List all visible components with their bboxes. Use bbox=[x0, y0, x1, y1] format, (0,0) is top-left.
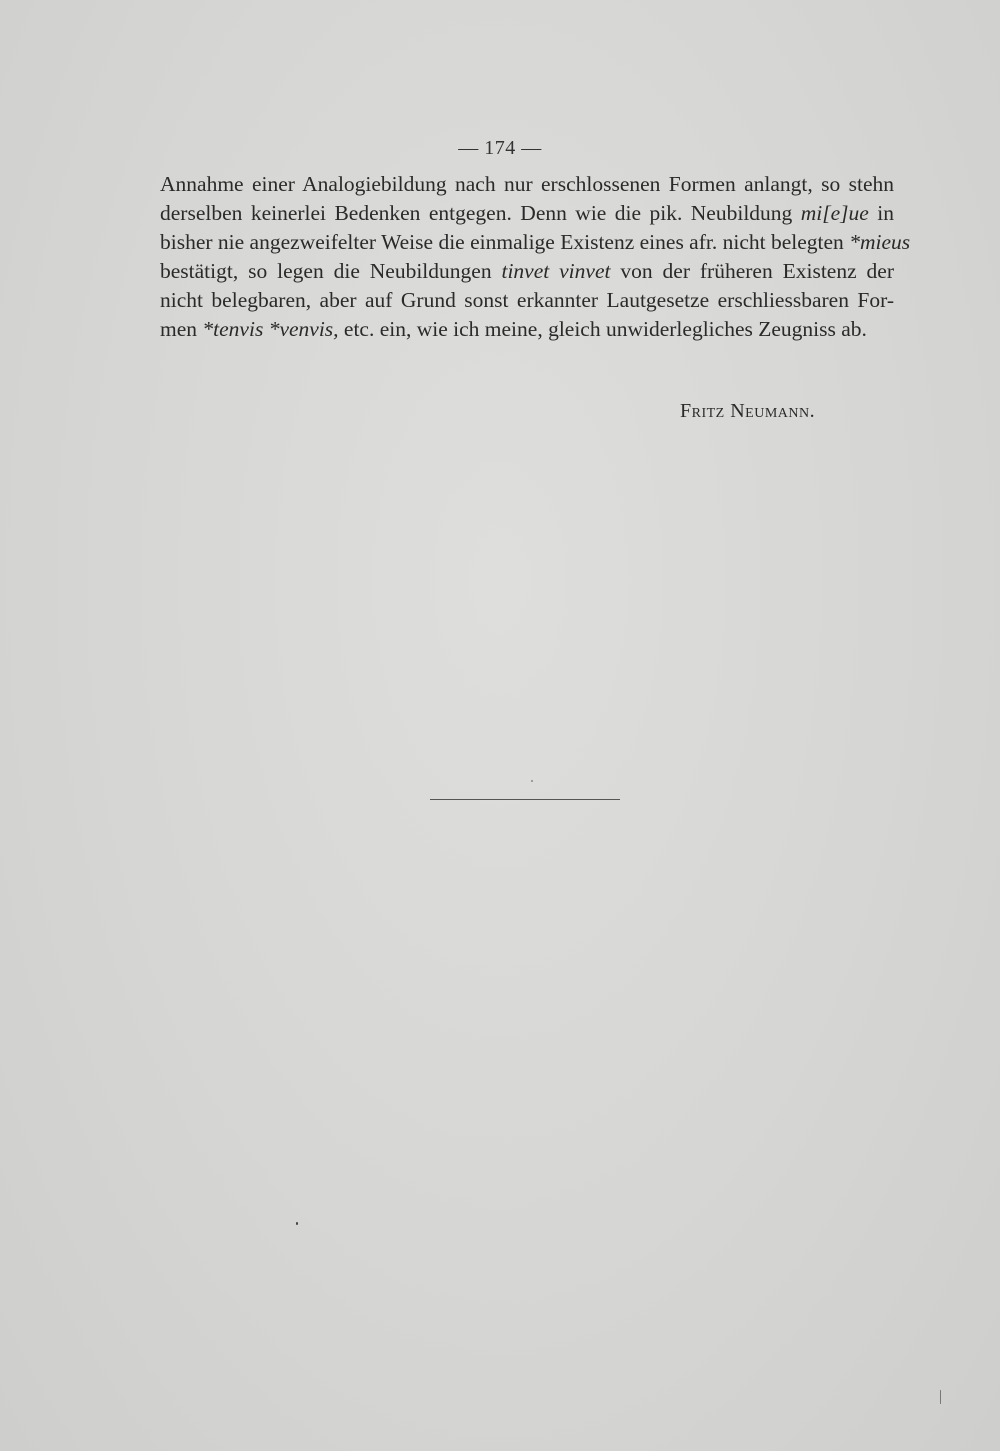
text-line-5-content: nicht belegbaren, aber auf Grund sonst erkannter Lautgesetze erschliessbaren For- bbox=[160, 288, 894, 312]
text-line-2 bbox=[160, 199, 894, 228]
text-line-3-italic: *mieus bbox=[849, 230, 911, 254]
text-line-6-italic-2: *venvis, bbox=[268, 317, 339, 341]
text-line-2-content: derselben keinerlei Bedenken entgegen. Denn wie die pik. Neubildung bbox=[160, 201, 793, 225]
page-number: — 174 — bbox=[458, 137, 542, 159]
text-line-4 bbox=[160, 257, 894, 286]
text-line-4-start: bestätigt, so legen die Neubildungen bbox=[160, 259, 492, 283]
end-rule-divider bbox=[430, 799, 620, 800]
text-line-2-italic: mi[e]ue bbox=[800, 201, 869, 225]
body-paragraph bbox=[160, 170, 911, 344]
text-line-3-content: bisher nie angezweifelter Weise die einmalige Existenz eines afr. nicht belegten bbox=[160, 230, 844, 254]
text-line-6-italic-1: *tenvis bbox=[202, 317, 264, 341]
paper-speck bbox=[531, 780, 533, 782]
text-line-2-tail: in bbox=[877, 201, 895, 225]
text-line-6-start: men bbox=[160, 317, 198, 341]
text-line-3 bbox=[160, 228, 911, 257]
text-line-6 bbox=[160, 315, 894, 344]
paper-speck bbox=[940, 1390, 941, 1404]
text-line-6-end: etc. ein, wie ich meine, gleich unwiderlegliches Zeugniss ab. bbox=[343, 317, 867, 341]
text-line-4-italic: tinvet vinvet bbox=[501, 259, 611, 283]
text-line-4-end: von der früheren Existenz der bbox=[620, 259, 894, 283]
paper-speck bbox=[296, 1222, 298, 1225]
text-line-1-content: Annahme einer Analogiebildung nach nur erschlossenen Formen anlangt, so stehn bbox=[160, 172, 894, 196]
text-line-1 bbox=[160, 170, 894, 199]
text-line-5 bbox=[160, 286, 894, 315]
author-signature: Fritz Neumann. bbox=[680, 400, 816, 422]
